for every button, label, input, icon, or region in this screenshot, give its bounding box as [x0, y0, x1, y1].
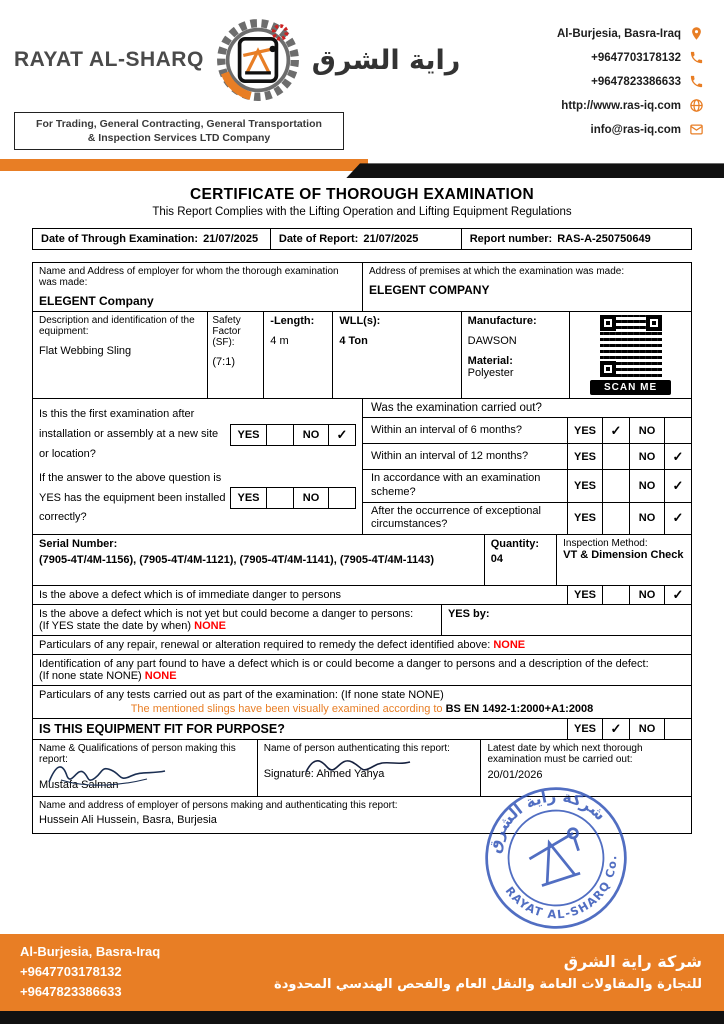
date-of-examination-label: Date of Through Examination: [41, 233, 199, 246]
examination-questions-row [33, 398, 691, 534]
equipment-row [33, 311, 691, 398]
footer [0, 934, 724, 1024]
serial-number-value: (7905-4T/4M-1156), (7905-4T/4M-1121), (7905-4T/4M-1141), (7905-4T/4M-1143) [39, 554, 434, 567]
no-label: NO [293, 488, 328, 508]
contact-phone2-text: +9647823386633 [591, 75, 681, 88]
future-danger-sub: (If YES state the date by when) [39, 620, 192, 633]
yes-checkbox [602, 470, 629, 502]
installed-correctly-answer [230, 487, 356, 509]
location-pin-icon [689, 26, 704, 41]
header-stripe-orange [0, 159, 368, 171]
premises-value: ELEGENT COMPANY [369, 283, 490, 298]
wll-label: WLL(s): [339, 315, 381, 328]
first-examination-question-text: Is this the first examination after installation or assembly at a new site or location? [39, 408, 219, 460]
repair-value: NONE [493, 639, 526, 652]
identification-sub: (If none state NONE) [39, 670, 142, 683]
employer-of-persons-label: Name and address of employer of persons making and authenticating this report: [39, 800, 398, 812]
qr-code [600, 315, 662, 377]
phone-icon [689, 50, 704, 65]
company-name-en: RAYAT AL-SHARQ [14, 48, 204, 71]
length-cell [263, 312, 332, 398]
yes-by-cell: YES by: [441, 605, 691, 635]
carried-out-header: Was the examination carried out? [371, 402, 542, 415]
footer-orange-bar [0, 934, 724, 1011]
quantity-label: Quantity: [490, 538, 540, 551]
length-value: 4 m [270, 335, 289, 348]
date-of-examination-value: 21/07/2025 [203, 233, 259, 246]
date-of-report-label: Date of Report: [278, 233, 359, 246]
identification-row [33, 654, 691, 685]
certificate-title: CERTIFICATE OF THOROUGH EXAMINATION [189, 186, 535, 204]
qr-cell [569, 312, 691, 398]
title-block [0, 186, 724, 218]
report-authenticator-label: Name of person authenticating this report: [263, 743, 450, 755]
repair-cell [33, 636, 691, 654]
footer-phone-2: +9647823386633 [20, 984, 122, 999]
qr-finder-icon [646, 315, 662, 331]
certificate-subtitle: This Report Complies with the Lifting Operation and Lifting Equipment Regulations [152, 206, 572, 219]
report-authenticator-name: Signature: Ahmed Yahya [263, 768, 385, 781]
no-checkbox: ✓ [664, 586, 691, 604]
next-examination-value: 20/01/2026 [487, 769, 543, 782]
safety-factor-cell [207, 312, 263, 398]
wll-cell [332, 312, 460, 398]
report-maker-cell [33, 740, 257, 796]
employer-value: ELEGENT Company [39, 294, 154, 309]
inspection-method-value: VT & Dimension Check [563, 549, 684, 562]
examination-left-column [33, 399, 362, 534]
exceptional-circumstances-text: After the occurrence of exceptional circumstances? [371, 504, 541, 531]
no-label: NO [629, 470, 664, 502]
contact-phone-2 [557, 74, 704, 89]
safety-factor-value: (7:1) [212, 356, 235, 369]
report-number-cell [461, 229, 691, 249]
date-of-examination-cell [33, 229, 270, 249]
tests-row [33, 685, 691, 718]
length-label: -Length: [270, 315, 315, 328]
employer-cell [33, 263, 362, 311]
equipment-description-label: Description and identification of the equipment: [39, 315, 195, 338]
equipment-description-value: Flat Webbing Sling [39, 345, 132, 358]
serial-number-cell [33, 535, 484, 585]
immediate-danger-text: Is the above a defect which is of immediate danger to persons [39, 589, 342, 602]
interval-6-months-row [363, 417, 691, 443]
tagline-line2: & Inspection Services LTD Company [87, 132, 271, 145]
yes-checkbox: ✓ [602, 418, 629, 443]
tests-note-text: The mentioned slings have been visually examined according to [130, 703, 443, 716]
header-stripe [0, 156, 724, 180]
report-authenticator-cell [257, 740, 481, 796]
tests-standard: BS EN 1492-1:2000+A1:2008 [445, 703, 594, 716]
wll-value: 4 Ton [339, 335, 368, 348]
contact-phone-1 [557, 50, 704, 65]
footer-tagline-ar: للتجارة والمقاولات العامة والنقل العام والفحص الهندسي المحدودة [274, 976, 702, 992]
contact-website [557, 98, 704, 113]
safety-factor-label: Safety Factor (SF): [212, 315, 241, 349]
interval-6-months-text: Within an interval of 6 months? [371, 423, 523, 436]
tagline-line1: For Trading, General Contracting, General Transportation [36, 118, 322, 130]
inspection-method-label: Inspection Method: [563, 538, 648, 550]
installed-correctly-question [33, 467, 362, 530]
footer-address: Al-Burjesia, Basra-Iraq [20, 944, 161, 959]
premises-label: Address of premises at which the examination was made: [369, 266, 625, 278]
future-danger-text: Is the above a defect which is not yet but could become a danger to persons: [39, 608, 414, 621]
employer-of-persons-value: Hussein Ali Hussein, Basra, Burjesia [39, 814, 217, 827]
manufacture-cell [461, 312, 570, 398]
report-maker-name: Mustafa Salman [39, 779, 119, 792]
yes-checkbox [602, 503, 629, 535]
date-of-report-value: 21/07/2025 [363, 233, 419, 246]
no-label: NO [629, 586, 664, 604]
no-checkbox: ✓ [664, 444, 691, 469]
company-logo [14, 14, 460, 106]
qr-caption: SCAN ME [590, 380, 671, 395]
yes-label: YES [567, 503, 602, 535]
no-label: NO [629, 418, 664, 443]
next-examination-label: Latest date by which next thorough examination must be carried out: [487, 743, 643, 766]
yes-label: YES [237, 492, 260, 505]
examination-right-column [362, 399, 691, 534]
phone-icon [689, 74, 704, 89]
identification-value: NONE [144, 670, 177, 683]
stamp-top-text: شركة راية الشرق [485, 787, 610, 855]
no-checkbox: ✓ [664, 470, 691, 502]
contact-address-text: Al-Burjesia, Basra-Iraq [557, 27, 681, 40]
employer-of-persons-row [33, 787, 691, 922]
fit-for-purpose-text: IS THIS EQUIPMENT FIT FOR PURPOSE? [39, 722, 285, 737]
no-checkbox [664, 418, 691, 443]
no-checkbox: ✓ [664, 503, 691, 535]
yes-checkbox [602, 586, 629, 604]
report-maker-label: Name & Qualifications of person making this report: [39, 743, 236, 766]
employer-label: Name and Address of employer for whom the thorough examination was made: [39, 266, 339, 289]
contact-email [557, 122, 704, 137]
contact-address [557, 26, 704, 41]
examination-scheme-row [363, 469, 691, 502]
identification-cell [33, 655, 691, 685]
contact-website-text: http://www.ras-iq.com [561, 99, 681, 112]
no-label: NO [293, 425, 328, 445]
material-value: Polyester [467, 367, 514, 380]
header [0, 0, 724, 150]
company-tagline-box [14, 112, 344, 150]
contact-email-text: info@ras-iq.com [590, 123, 681, 136]
stamp-bottom-text: RAYAT AL-SHARQ Co. [502, 854, 620, 922]
footer-contact-block [20, 944, 160, 999]
no-label: NO [629, 719, 664, 739]
yes-checkbox [266, 488, 293, 508]
report-number-value: RAS-A-250750649 [557, 233, 651, 246]
first-examination-answer [230, 424, 356, 446]
interval-12-months-row [363, 443, 691, 469]
immediate-danger-row [33, 585, 691, 604]
certificate-body [0, 228, 724, 922]
company-logo-icon [212, 14, 304, 106]
stamp-derrick-icon [525, 828, 590, 887]
yes-checkbox [602, 444, 629, 469]
future-danger-value: NONE [194, 620, 226, 633]
footer-company-name-ar: شركة راية الشرق [563, 951, 702, 971]
material-label: Material: [467, 355, 513, 368]
no-checkbox [328, 488, 355, 508]
yes-checkbox [266, 425, 293, 445]
no-checkbox [664, 719, 691, 739]
footer-company-block [274, 952, 702, 992]
installed-correctly-question-text: If the answer to the above question is YES has the equipment been installed correctly? [39, 471, 226, 524]
future-danger-cell [33, 605, 441, 635]
exceptional-circumstances-row [363, 502, 691, 535]
contact-phone1-text: +9647703178132 [591, 51, 681, 64]
identification-text: Identification of any part found to have a defect which is or could become a danger to persons and a description of the defect: [39, 658, 649, 671]
quantity-value: 04 [490, 553, 503, 566]
yes-label: YES [567, 444, 602, 469]
inspection-method-cell [556, 535, 691, 585]
manufacture-label: Manufacture: [467, 315, 537, 328]
no-label: NO [629, 444, 664, 469]
yes-label: YES [567, 719, 602, 739]
fit-for-purpose-row [33, 718, 691, 739]
tests-cell [33, 686, 691, 718]
company-name-ar: راية الشرق [311, 44, 461, 76]
report-number-label: Report number: [469, 233, 553, 246]
serial-number-row [33, 534, 691, 585]
manufacture-value: DAWSON [467, 335, 517, 348]
yes-checkbox: ✓ [602, 719, 629, 739]
footer-phone-1: +9647703178132 [20, 964, 122, 979]
yes-label: YES [567, 470, 602, 502]
examination-scheme-text: In accordance with an examination scheme? [371, 472, 541, 498]
yes-label: YES [567, 586, 602, 604]
date-of-report-cell [270, 229, 461, 249]
yes-label: YES [567, 418, 602, 443]
no-checkbox: ✓ [328, 425, 355, 445]
dates-table [32, 228, 692, 250]
repair-text: Particulars of any repair, renewal or alteration required to remedy the defect identified above: [39, 639, 491, 652]
premises-cell [362, 263, 691, 311]
header-stripe-black [346, 163, 724, 178]
employer-row [33, 263, 691, 311]
tests-note [39, 703, 685, 715]
repair-row [33, 635, 691, 654]
email-icon [689, 122, 704, 137]
serial-number-label: Serial Number: [39, 538, 118, 551]
qr-finder-icon [600, 361, 616, 377]
header-left [14, 14, 460, 150]
main-table [32, 262, 692, 922]
future-danger-row [33, 604, 691, 635]
footer-black-bar [0, 1011, 724, 1024]
no-label: NO [629, 503, 664, 535]
qr-finder-icon [600, 315, 616, 331]
first-examination-question [33, 403, 362, 466]
interval-12-months-text: Within an interval of 12 months? [371, 449, 529, 462]
yes-label: YES [237, 429, 260, 442]
tests-text: Particulars of any tests carried out as part of the examination: (If none state NONE) [39, 689, 444, 702]
equipment-description-cell [33, 312, 207, 398]
quantity-cell [484, 535, 556, 585]
contact-list [557, 14, 704, 150]
globe-icon [689, 98, 704, 113]
